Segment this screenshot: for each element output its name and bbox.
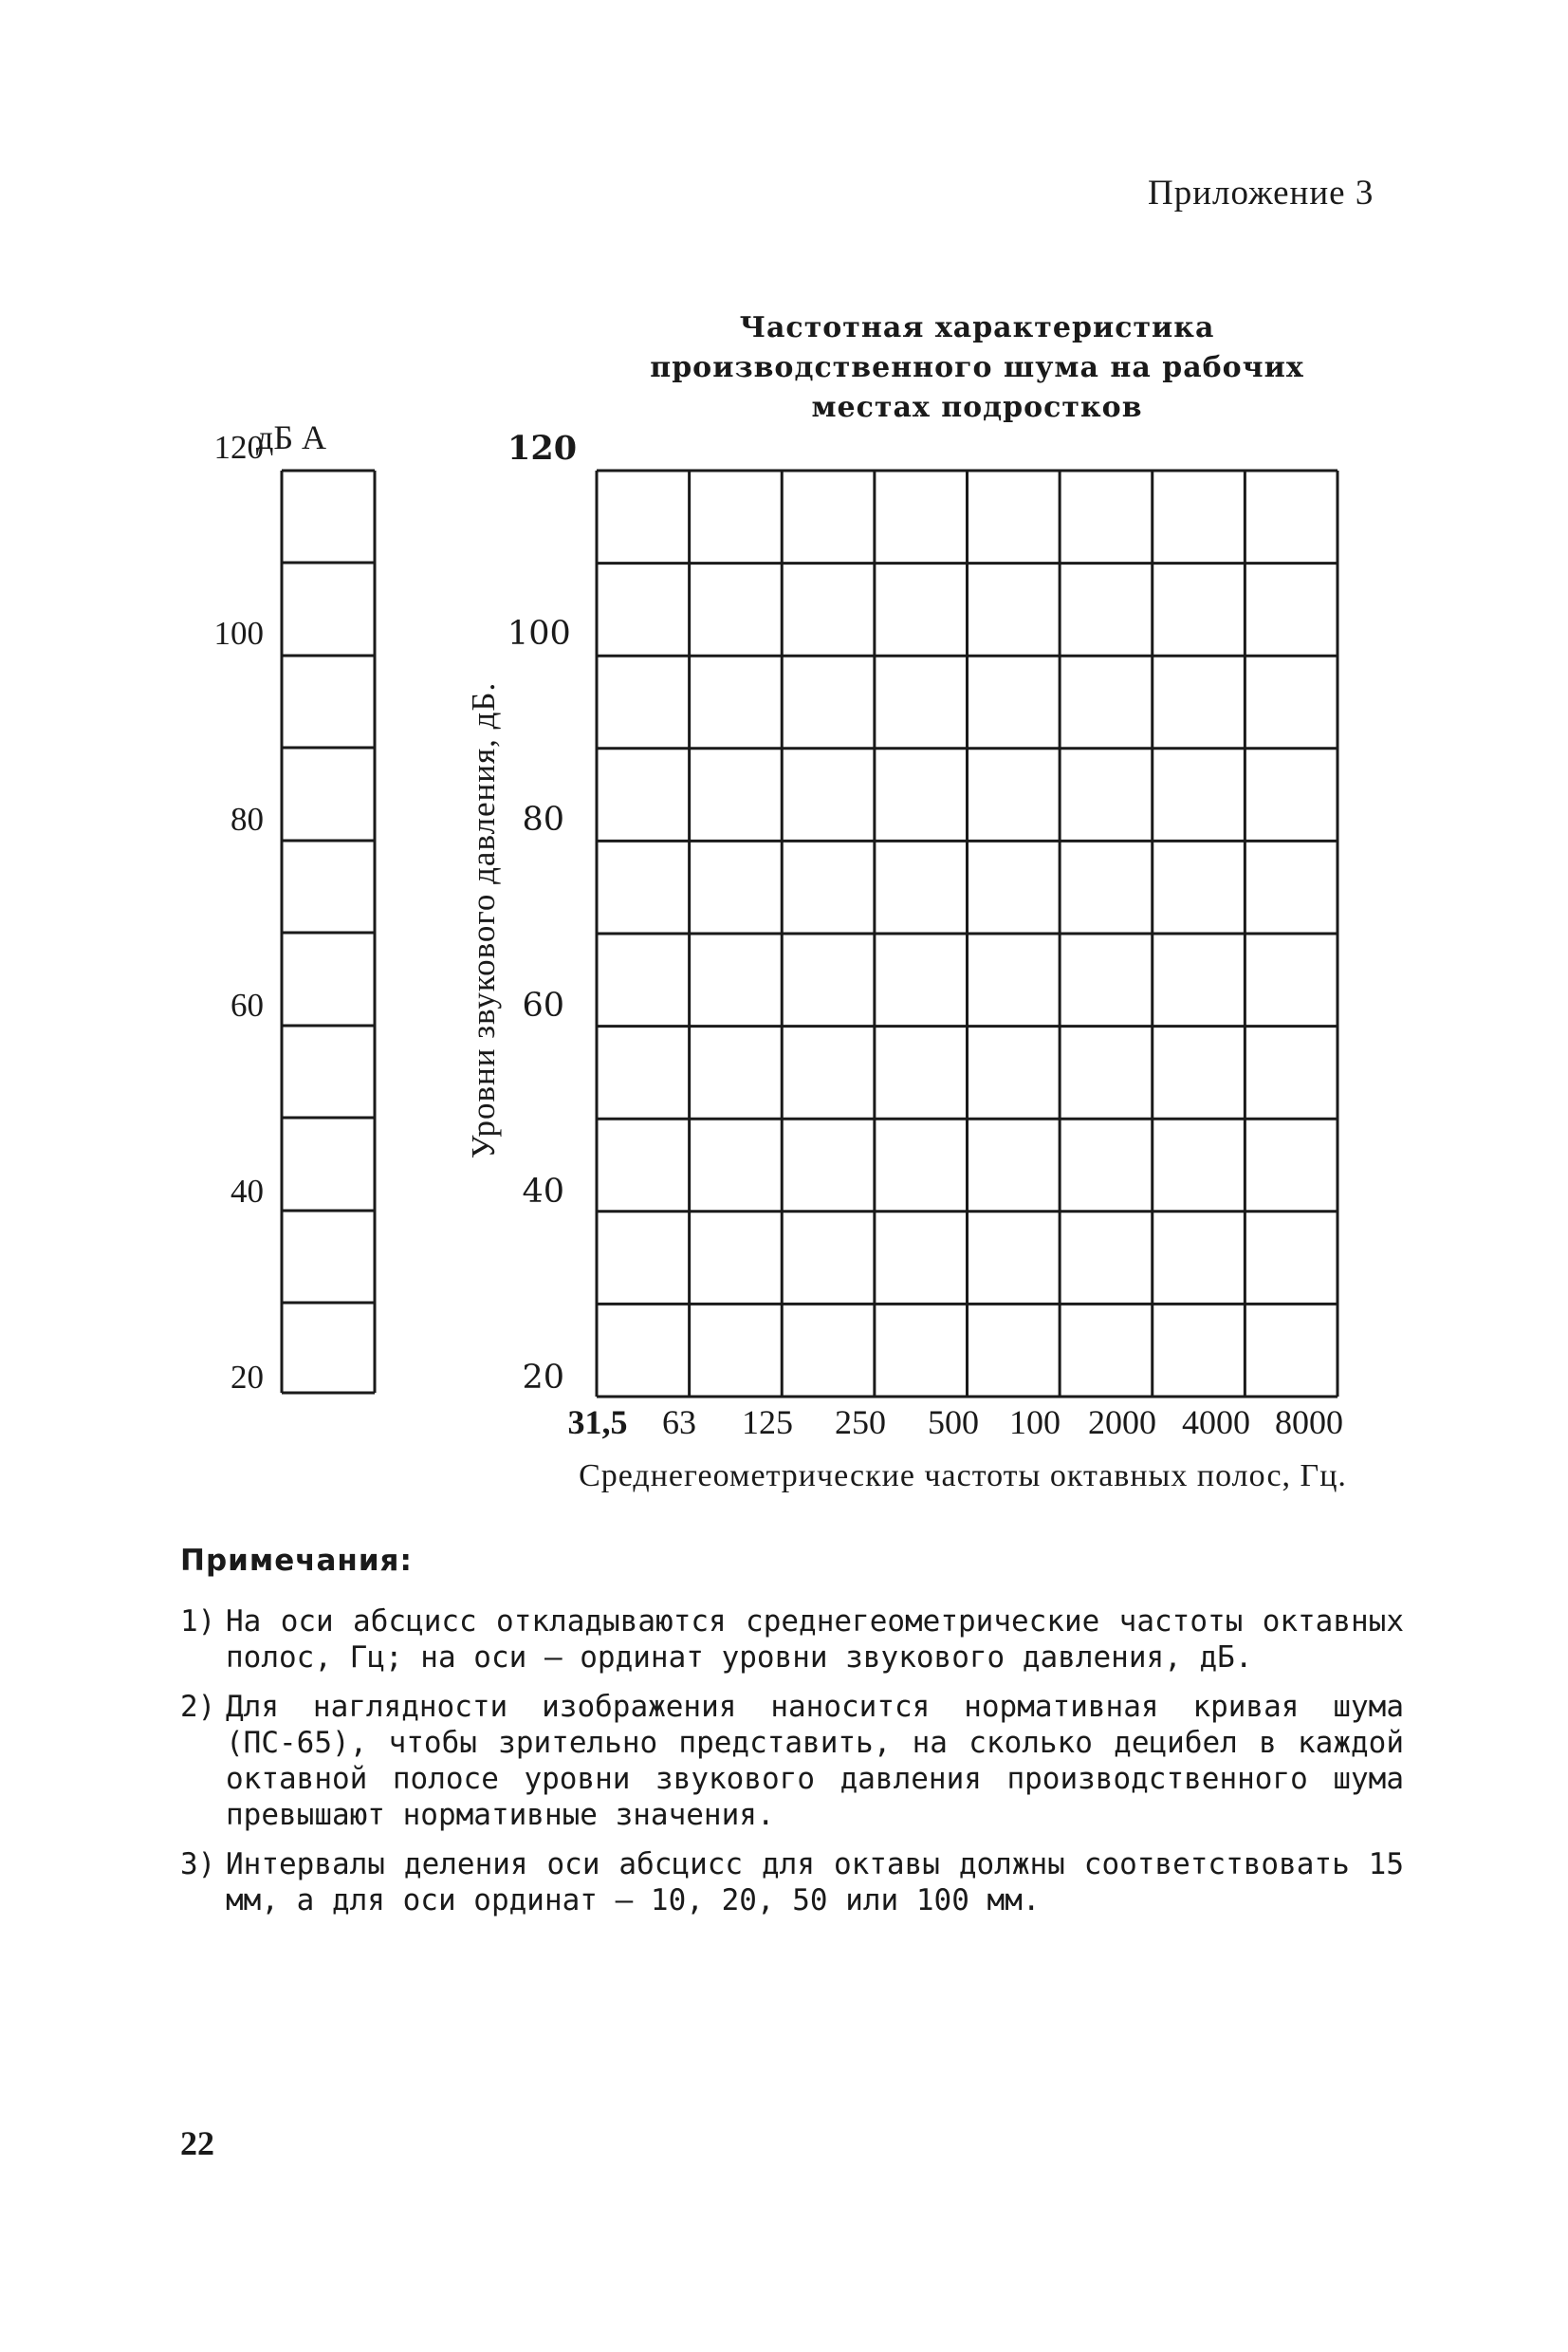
x-tick-label: 31,5 [567, 1403, 628, 1441]
grid-y-tick-label: 60 [522, 987, 564, 1025]
note-item [180, 1689, 1404, 1833]
x-tick-label: 100 [1009, 1403, 1061, 1441]
x-tick-label: 4000 [1182, 1403, 1250, 1441]
note-item [180, 1846, 1404, 1918]
note-item [180, 1603, 1404, 1676]
note-text: Интервалы деления оси абсцисс для октавы должны соответствовать 15 мм, а для оси ординат — 10, 20, 50 или 100 мм. [226, 1847, 1404, 1917]
grid-y-tick-label: 100 [507, 615, 571, 653]
grid-y-tick-label: 20 [522, 1359, 564, 1397]
note-number: 2) [180, 1690, 216, 1724]
dba-tick-label: 20 [231, 1359, 264, 1396]
grid-y-tick-label: 80 [522, 801, 564, 839]
x-axis-label: Среднегеометрические частоты октавных полос, Гц. [579, 1458, 1347, 1493]
note-text: На оси абсцисс откладываются среднегеометрические частоты октавных полос, Гц; на оси — ординат уровни звукового давления, дБ. [226, 1604, 1404, 1675]
dba-tick-label: 120 [213, 429, 264, 466]
x-tick-label: 125 [742, 1403, 793, 1441]
grid-y-tick-label: 40 [522, 1173, 564, 1211]
note-text: Для наглядности изображения наносится нормативная кривая шума (ПС-65), чтобы зрительно представить, на сколько децибел в каждой октавной полосе уровни звукового давления производственного шума превышают нормативные значения. [226, 1690, 1404, 1832]
x-tick-label: 2000 [1088, 1403, 1156, 1441]
dba-tick-label: 80 [231, 801, 264, 838]
x-tick-label: 250 [835, 1403, 886, 1441]
grid-y-tick-label: 120 [507, 429, 578, 468]
y-axis-label: Уровни звукового давления, дБ. [465, 681, 502, 1159]
note-number: 3) [180, 1847, 216, 1881]
x-tick-label: 8000 [1275, 1403, 1343, 1441]
chart-title: Частотная характеристика производственного шума на рабочих местах подростков [650, 311, 1304, 424]
note-number: 1) [180, 1604, 216, 1639]
dba-tick-label: 40 [231, 1173, 264, 1210]
dba-tick-label: 100 [213, 615, 264, 652]
dba-scale-box [275, 455, 389, 1404]
dba-unit-label: дБ А [256, 418, 326, 456]
page-number: 22 [180, 2124, 214, 2162]
octave-grid [569, 446, 1356, 1404]
appendix-label: Приложение 3 [1148, 174, 1374, 213]
x-tick-label: 500 [928, 1403, 979, 1441]
x-tick-label: 63 [662, 1403, 696, 1441]
dba-tick-label: 60 [231, 987, 264, 1024]
notes-heading: Примечания: [180, 1544, 413, 1578]
